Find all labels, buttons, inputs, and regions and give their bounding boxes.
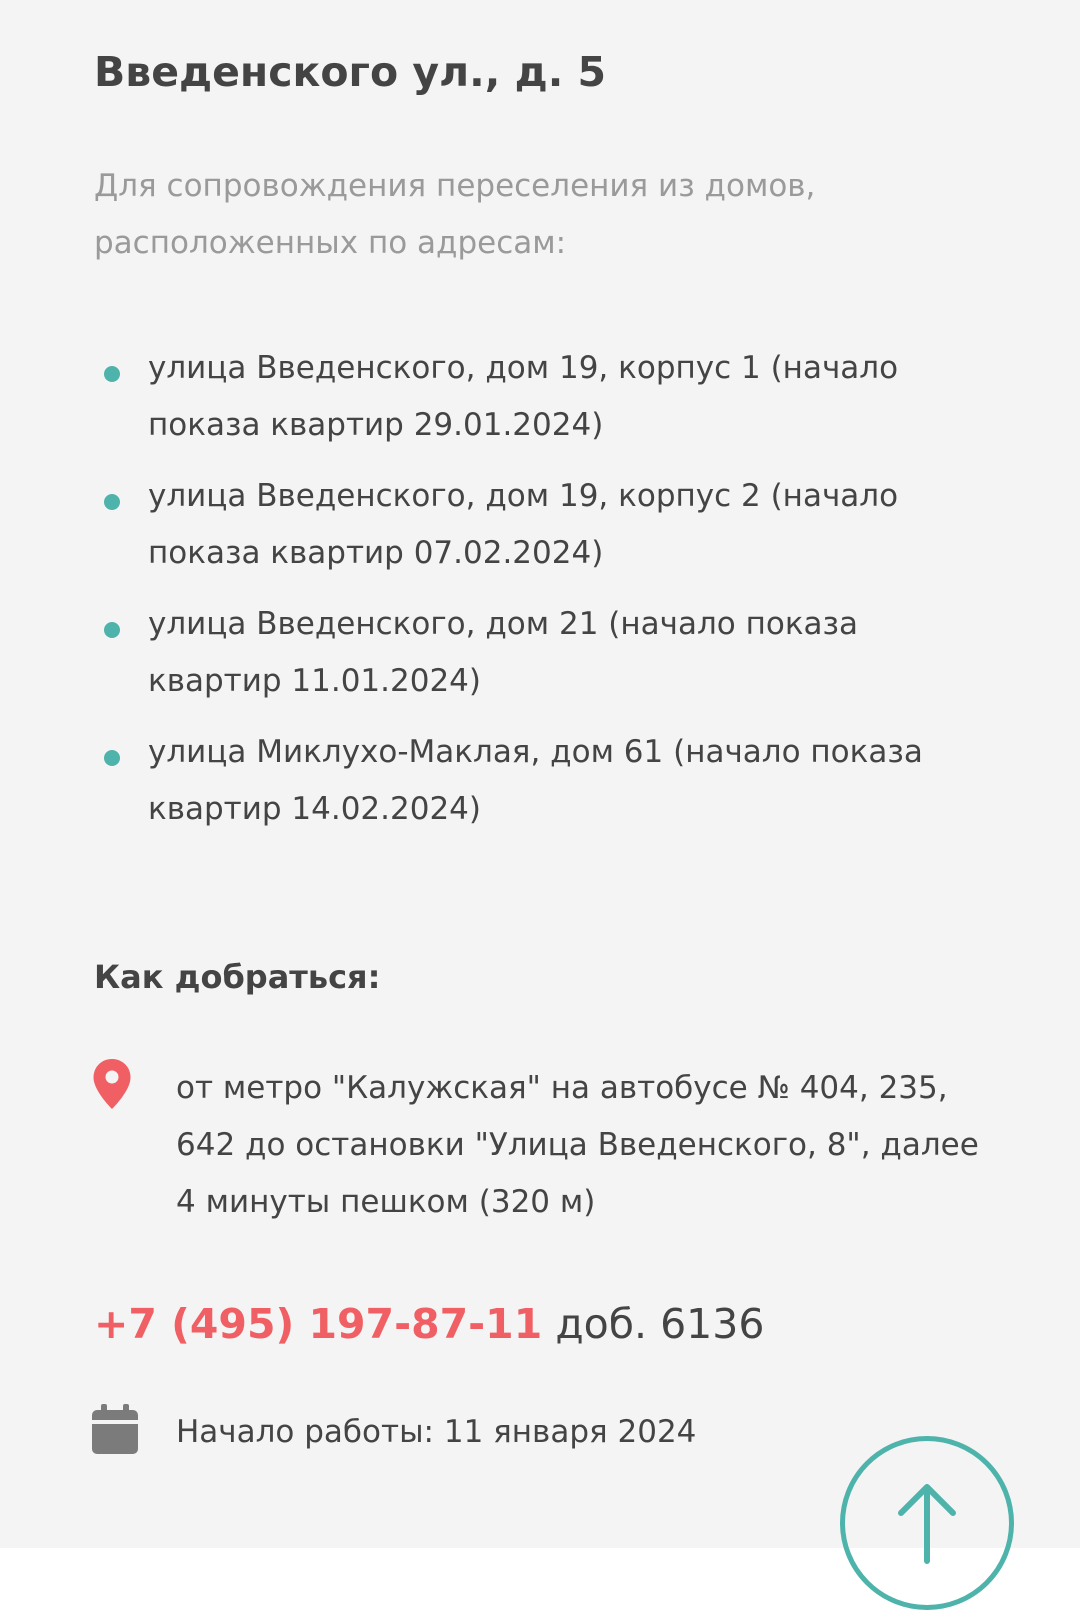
scroll-to-top-button[interactable] <box>840 1436 1014 1610</box>
address-list <box>94 340 994 852</box>
contact-phone <box>94 1294 764 1363</box>
calendar-icon <box>92 1404 138 1454</box>
list-item <box>94 724 994 838</box>
route-description: от метро "Калужская" на автобусе № 404, 235, 642 до остановки "Улица Введенского, 8", далее 4 минуты пешком (320 м) <box>176 1070 979 1220</box>
center-description: Для сопровождения переселения из домов, расположенных по адресам: <box>94 168 816 261</box>
address-text: улица Введенского, дом 19, корпус 1 (начало показа квартир 29.01.2024) <box>148 350 899 443</box>
phone-extension: доб. 6136 <box>555 1300 765 1348</box>
list-item <box>94 468 994 582</box>
list-item <box>94 596 994 710</box>
bullet-icon <box>104 622 120 638</box>
start-date: Начало работы: 11 января 2024 <box>176 1414 697 1450</box>
address-text: улица Введенского, дом 21 (начало показа квартир 11.01.2024) <box>148 606 859 699</box>
address-text: улица Введенского, дом 19, корпус 2 (начало показа квартир 07.02.2024) <box>148 478 899 571</box>
bullet-icon <box>104 750 120 766</box>
location-pin-icon <box>92 1058 132 1110</box>
phone-link[interactable]: +7 (495) 197-87-11 <box>94 1300 543 1348</box>
route-heading: Как добраться: <box>94 958 381 996</box>
center-title: Введенского ул., д. 5 <box>94 48 607 96</box>
arrow-up-icon <box>897 1481 957 1565</box>
bullet-icon <box>104 494 120 510</box>
bullet-icon <box>104 366 120 382</box>
address-text: улица Миклухо-Маклая, дом 61 (начало показа квартир 14.02.2024) <box>148 734 923 827</box>
list-item <box>94 340 994 454</box>
